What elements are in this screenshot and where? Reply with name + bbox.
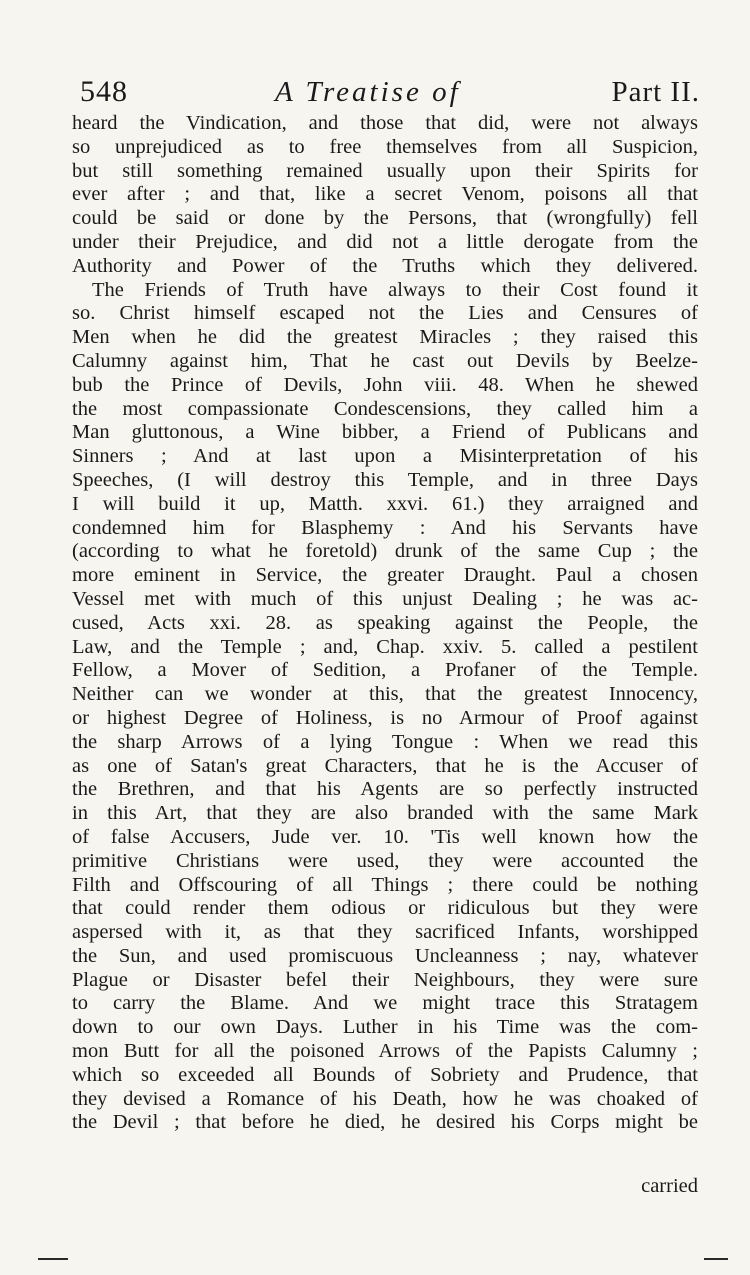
- text-line: the Devil ; that before he died, he desired his Corps might be: [72, 1111, 698, 1134]
- text-line: mon Butt for all the poisoned Arrows of the Papists Calumny ;: [72, 1040, 698, 1063]
- text-line: primitive Christians were used, they were accounted the: [72, 849, 698, 872]
- text-line: under their Prejudice, and did not a little derogate from the: [72, 230, 698, 253]
- text-line: Man gluttonous, a Wine bibber, a Friend of Publicans and: [72, 421, 698, 444]
- text-line: heard the Vindication, and those that did, were not always: [72, 112, 698, 134]
- text-line: or highest Degree of Holiness, is no Armour of Proof against: [72, 706, 698, 729]
- text-line: in this Art, that they are also branded with the same Mark: [72, 802, 698, 825]
- text-line: down to our own Days. Luther in his Time was the com-: [72, 1016, 698, 1039]
- text-line: aspersed with it, as that they sacrificed Infants, worshipped: [72, 921, 698, 944]
- text-line: Fellow, a Mover of Sedition, a Profaner of the Temple.: [72, 659, 698, 682]
- text-line: The Friends of Truth have always to their Cost found it: [92, 278, 698, 301]
- page-number: 548: [80, 75, 128, 108]
- text-line: the most compassionate Condescensions, they called him a: [72, 397, 698, 420]
- text-line: they devised a Romance of his Death, how he was choaked of: [72, 1087, 698, 1110]
- catchword: carried: [641, 1175, 698, 1197]
- text-line: Vessel met with much of this unjust Dealing ; he was ac-: [72, 587, 698, 610]
- text-line: the Brethren, and that his Agents are so perfectly instructed: [72, 778, 698, 801]
- text-line: as one of Satan's great Characters, that he is the Accuser of: [72, 754, 698, 777]
- text-line: Neither can we wonder at this, that the greatest Innocency,: [72, 683, 698, 706]
- part-label: Part II.: [611, 76, 700, 108]
- text-line: could be said or done by the Persons, that (wrongfully) fell: [72, 207, 698, 230]
- text-line: which so exceeded all Bounds of Sobriety and Prudence, that: [72, 1063, 698, 1086]
- text-line: Sinners ; And at last upon a Misinterpretation of his: [72, 445, 698, 468]
- text-line: bub the Prince of Devils, John viii. 48. When he shewed: [72, 373, 698, 396]
- text-line: condemned him for Blasphemy : And his Servants have: [72, 516, 698, 539]
- text-line: ever after ; and that, like a secret Venom, poisons all that: [72, 183, 698, 206]
- text-line: Filth and Offscouring of all Things ; there could be nothing: [72, 873, 698, 896]
- text-line: so. Christ himself escaped not the Lies and Censures of: [72, 302, 698, 325]
- text-line: of false Accusers, Jude ver. 10. 'Tis well known how the: [72, 825, 698, 848]
- text-line: so unprejudiced as to free themselves from all Suspicion,: [72, 135, 698, 158]
- text-line: I will build it up, Matth. xxvi. 61.) they arraigned and: [72, 492, 698, 515]
- text-line: (according to what he foretold) drunk of the same Cup ; the: [72, 540, 698, 563]
- text-line: cused, Acts xxi. 28. as speaking against the People, the: [72, 611, 698, 634]
- text-line: Authority and Power of the Truths which they delivered.: [72, 254, 698, 277]
- body-text: [72, 112, 698, 1135]
- text-line: but still something remained usually upon their Spirits for: [72, 159, 698, 182]
- text-line: to carry the Blame. And we might trace this Stratagem: [72, 992, 698, 1015]
- text-line: more eminent in Service, the greater Draught. Paul a chosen: [72, 564, 698, 587]
- text-line: the Sun, and used promiscuous Uncleanness ; nay, whatever: [72, 944, 698, 967]
- text-line: that could render them odious or ridiculous but they were: [72, 897, 698, 920]
- text-line: Speeches, (I will destroy this Temple, and in three Days: [72, 468, 698, 491]
- bottom-rule-right: [704, 1258, 728, 1260]
- text-line: Men when he did the greatest Miracles ; they raised this: [72, 326, 698, 349]
- running-title: A Treatise of: [275, 76, 461, 108]
- bottom-rule-left: [38, 1258, 68, 1260]
- text-line: the sharp Arrows of a lying Tongue : When we read this: [72, 730, 698, 753]
- text-line: Plague or Disaster befel their Neighbours, they were sure: [72, 968, 698, 991]
- text-line: Law, and the Temple ; and, Chap. xxiv. 5. called a pestilent: [72, 635, 698, 658]
- text-line: Calumny against him, That he cast out Devils by Beelze-: [72, 349, 698, 372]
- page-header: [70, 74, 700, 114]
